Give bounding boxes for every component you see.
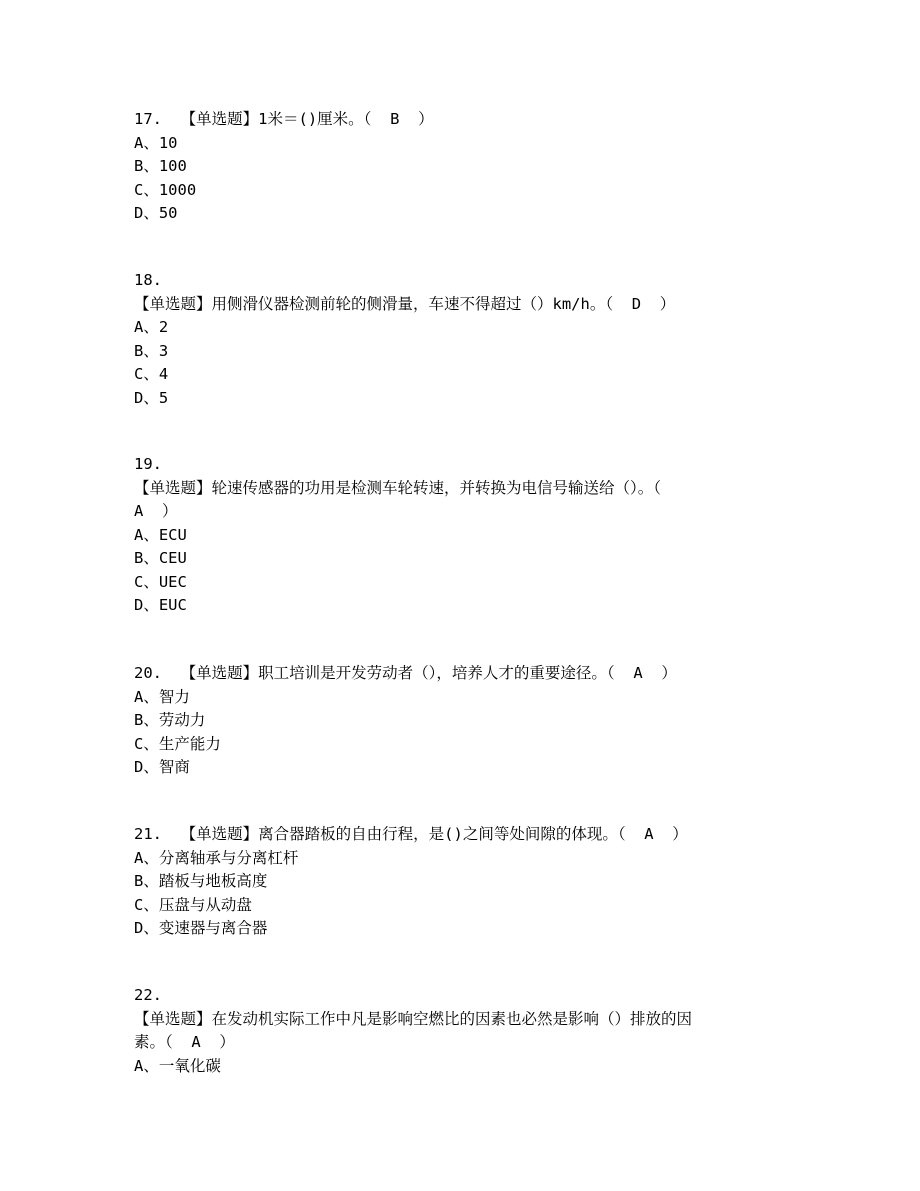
option-a: A、分离轴承与分离杠杆 <box>134 848 299 867</box>
question-17 <box>134 108 794 226</box>
question-number: 22. <box>134 986 162 1004</box>
option-d: D、智商 <box>134 758 190 776</box>
option-b: B、3 <box>134 341 169 360</box>
option-b: B、踏板与地板高度 <box>134 872 268 890</box>
question-19 <box>134 453 794 618</box>
option-c: C、4 <box>134 365 169 383</box>
question-stem: 【单选题】用侧滑仪器检测前轮的侧滑量，车速不得超过（）km/h。（ D ） <box>134 294 676 313</box>
option-a: A、智力 <box>134 687 190 706</box>
option-a: A、一氧化碳 <box>134 1056 221 1075</box>
question-answer: 素。（ A ） <box>134 1033 235 1051</box>
question-number: 19. <box>134 455 162 473</box>
question-stem: 17. 【单选题】1米＝()厘米。（ B ） <box>134 110 434 128</box>
question-18 <box>134 269 794 410</box>
question-22 <box>134 984 794 1078</box>
option-a: A、10 <box>134 133 178 152</box>
option-list <box>134 847 794 941</box>
option-list <box>134 524 794 618</box>
question-21 <box>134 823 794 941</box>
option-list <box>134 1055 794 1079</box>
option-c: C、1000 <box>134 180 197 199</box>
option-list <box>134 686 794 780</box>
question-number: 18. <box>134 271 162 289</box>
question-stem: 【单选题】轮速传感器的功用是检测车轮转速，并转换为电信号输送给（）。（ <box>134 478 662 497</box>
option-c: C、压盘与从动盘 <box>134 895 252 914</box>
option-list <box>134 132 794 226</box>
option-a: A、2 <box>134 318 169 336</box>
question-20 <box>134 662 794 780</box>
option-d: D、变速器与离合器 <box>134 919 268 937</box>
option-d: D、50 <box>134 204 178 222</box>
option-c: C、UEC <box>134 572 187 591</box>
option-list <box>134 316 794 410</box>
question-answer: A ） <box>134 502 178 520</box>
option-b: B、100 <box>134 157 187 175</box>
option-b: B、CEU <box>134 549 187 567</box>
question-stem: 21. 【单选题】离合器踏板的自由行程，是()之间等处间隙的体现。（ A ） <box>134 825 688 843</box>
option-c: C、生产能力 <box>134 734 221 753</box>
question-stem: 20. 【单选题】职工培训是开发劳动者（），培养人才的重要途径。（ A ） <box>134 664 677 682</box>
option-a: A、ECU <box>134 525 187 544</box>
option-b: B、劳动力 <box>134 711 206 729</box>
option-d: D、5 <box>134 388 169 407</box>
option-d: D、EUC <box>134 596 187 614</box>
question-stem: 【单选题】在发动机实际工作中凡是影响空燃比的因素也必然是影响（）排放的因 <box>134 1009 693 1028</box>
